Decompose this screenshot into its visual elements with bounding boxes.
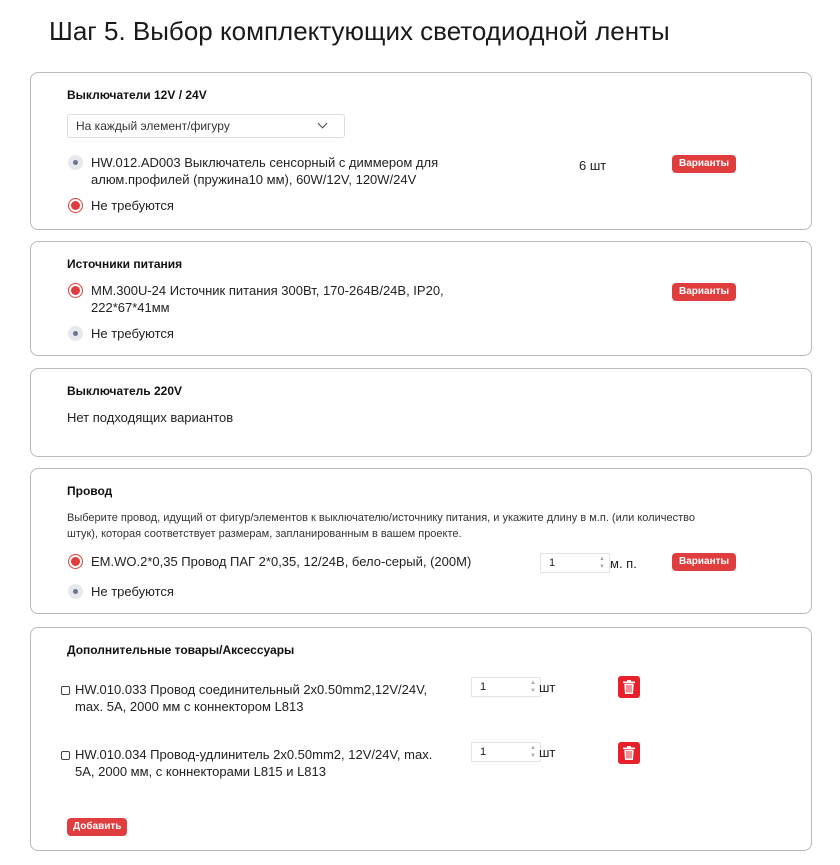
power-option-label: MM.300U-24 Источник питания 300Вт, 170-264В/24В, IP20, 222*67*41мм [91, 283, 444, 315]
wire-length-stepper[interactable] [540, 553, 610, 573]
add-button[interactable]: Добавить [67, 818, 127, 836]
stepper-arrows-icon[interactable]: ▲ ▼ [599, 556, 605, 570]
wire-unit: м. п. [610, 556, 637, 571]
stepper-value: 1 [549, 557, 556, 569]
extra-qty-stepper[interactable] [471, 677, 541, 697]
stepper-value: 1 [480, 746, 487, 758]
wire-not-required-radio[interactable] [68, 584, 83, 599]
card-title: Выключатели 12V / 24V [67, 88, 207, 102]
stepper-arrows-icon[interactable]: ▲ ▼ [530, 680, 536, 694]
empty-text: Нет подходящих вариантов [67, 410, 234, 425]
page-title: Шаг 5. Выбор комплектующих светодиодной ленты [49, 16, 670, 46]
wire-card [30, 468, 812, 614]
delete-button[interactable] [618, 742, 640, 764]
extra-item-label: HW.010.033 Провод соединительный 2x0.50mm2,12V/24V, max. 5A, 2000 мм с коннектором L813 [75, 682, 428, 714]
select-value: На каждый элемент/фигуру [76, 119, 230, 133]
extras-card [30, 627, 812, 851]
extra-unit: шт [539, 680, 556, 695]
extra-item-checkbox[interactable] [61, 686, 70, 695]
placement-select[interactable] [67, 114, 345, 138]
delete-button[interactable] [618, 676, 640, 698]
card-title: Дополнительные товары/Аксессуары [67, 643, 295, 657]
card-title: Выключатель 220V [67, 384, 183, 398]
card-title: Источники питания [67, 257, 183, 271]
not-required-label: Не требуются [91, 326, 174, 341]
extra-item-label: HW.010.034 Провод-удлинитель 2x0.50mm2, 12V/24V, max. 5A, 2000 мм, с коннекторами L815 и L813 [75, 747, 433, 779]
stepper-arrows-icon[interactable]: ▲ ▼ [530, 745, 536, 759]
not-required-label: Не требуются [91, 584, 174, 599]
extra-unit: шт [539, 745, 556, 760]
switches-12-24-card [30, 72, 812, 230]
card-title: Провод [67, 484, 113, 498]
chevron-down-icon [318, 119, 328, 129]
not-required-label: Не требуются [91, 198, 174, 213]
trash-icon [623, 746, 635, 760]
switch-220-card [30, 368, 812, 457]
wire-option-radio[interactable] [68, 554, 83, 569]
stepper-value: 1 [480, 681, 487, 693]
variants-button[interactable]: Варианты [672, 283, 736, 301]
wire-option-label: EM.WO.2*0,35 Провод ПАГ 2*0,35, 12/24В, бело-серый, (200М) [91, 554, 472, 569]
switch-option-label: HW.012.AD003 Выключатель сенсорный с диммером для алюм.профилей (пружина10 мм), 60W/12V, 120W/24V [91, 155, 439, 187]
variants-button[interactable]: Варианты [672, 553, 736, 571]
power-option-radio[interactable] [68, 283, 83, 298]
switch-not-required-radio[interactable] [68, 198, 83, 213]
switch-qty: 6 шт [579, 158, 607, 173]
extra-qty-stepper[interactable] [471, 742, 541, 762]
power-supplies-card [30, 241, 812, 356]
extra-item-checkbox[interactable] [61, 751, 70, 760]
wire-description: Выберите провод, идущий от фигур/элементов к выключателю/источнику питания, и укажите длину в м.п. (или количество штук), которая соответствует размерам, запланированным в вашем проекте. [67, 512, 695, 540]
trash-icon [623, 680, 635, 694]
switch-option-radio[interactable] [68, 155, 83, 170]
variants-button[interactable]: Варианты [672, 155, 736, 173]
power-not-required-radio[interactable] [68, 326, 83, 341]
